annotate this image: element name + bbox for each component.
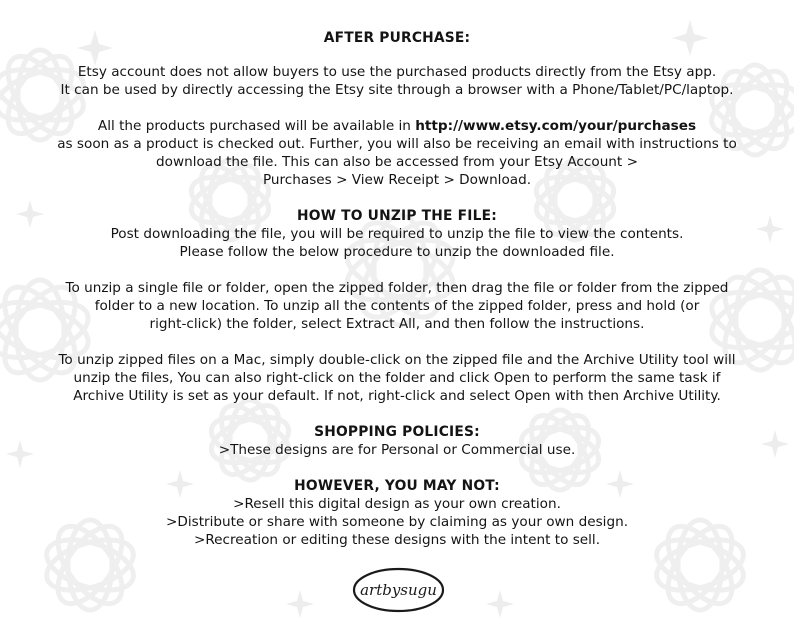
logo-text: artbysugu — [360, 581, 437, 599]
unzip-line: Post downloading the file, you will be required to unzip the file to view the contents. — [110, 226, 684, 242]
after-purchase-line: It can be used by directly accessing the Etsy site through a browser with a Phone/Tablet/PC/laptop. — [60, 82, 734, 98]
unzip-line: To unzip zipped files on a Mac, simply double-click on the zipped file and the Archive Utility tool will — [58, 352, 736, 368]
after-purchase-line: Etsy account does not allow buyers to use the purchased products directly from the Etsy app. — [77, 64, 717, 80]
unzip-line: right-click) the folder, select Extract All, and then follow the instructions. — [149, 316, 645, 332]
sparkle-icon — [486, 590, 514, 618]
purchases-line — [0, 117, 794, 135]
shopping-policies-line: >These designs are for Personal or Commercial use. — [218, 442, 576, 458]
after-purchase-line: as soon as a product is checked out. Further, you will also be receiving an email with instructions to — [57, 136, 737, 152]
unzip-heading: HOW TO UNZIP THE FILE: — [297, 208, 497, 224]
unzip-line: Archive Utility is set as your default. If not, right-click and select Open with then Archive Utility. — [73, 388, 721, 404]
may-not-heading: HOWEVER, YOU MAY NOT: — [294, 478, 500, 494]
after-purchase-line: Purchases > View Receipt > Download. — [262, 172, 532, 188]
unzip-line: Please follow the below procedure to unzip the downloaded file. — [179, 244, 615, 260]
may-not-line: >Recreation or editing these designs with the intent to sell. — [193, 532, 601, 548]
unzip-line: folder to a new location. To unzip all the contents of the zipped folder, press and hold (or — [94, 298, 700, 314]
after-purchase-heading: AFTER PURCHASE: — [323, 30, 471, 46]
sparkle-icon — [286, 590, 314, 618]
artbysugu-logo — [352, 566, 445, 614]
after-purchase-line: download the file. This can also be accessed from your Etsy Account > — [156, 154, 638, 170]
purchases-link[interactable]: http://www.etsy.com/your/purchases — [415, 118, 697, 134]
unzip-line: unzip the files, You can also right-click on the folder and click Open to perform the same task if — [73, 370, 721, 386]
may-not-line: >Distribute or share with someone by claiming as your own design. — [165, 514, 629, 530]
purchases-prefix: All the products purchased will be available in — [97, 118, 416, 134]
may-not-line: >Resell this digital design as your own creation. — [233, 496, 561, 512]
unzip-line: To unzip a single file or folder, open the zipped folder, then drag the file or folder from the zipped — [65, 280, 729, 296]
shopping-policies-heading: SHOPPING POLICIES: — [314, 424, 480, 440]
